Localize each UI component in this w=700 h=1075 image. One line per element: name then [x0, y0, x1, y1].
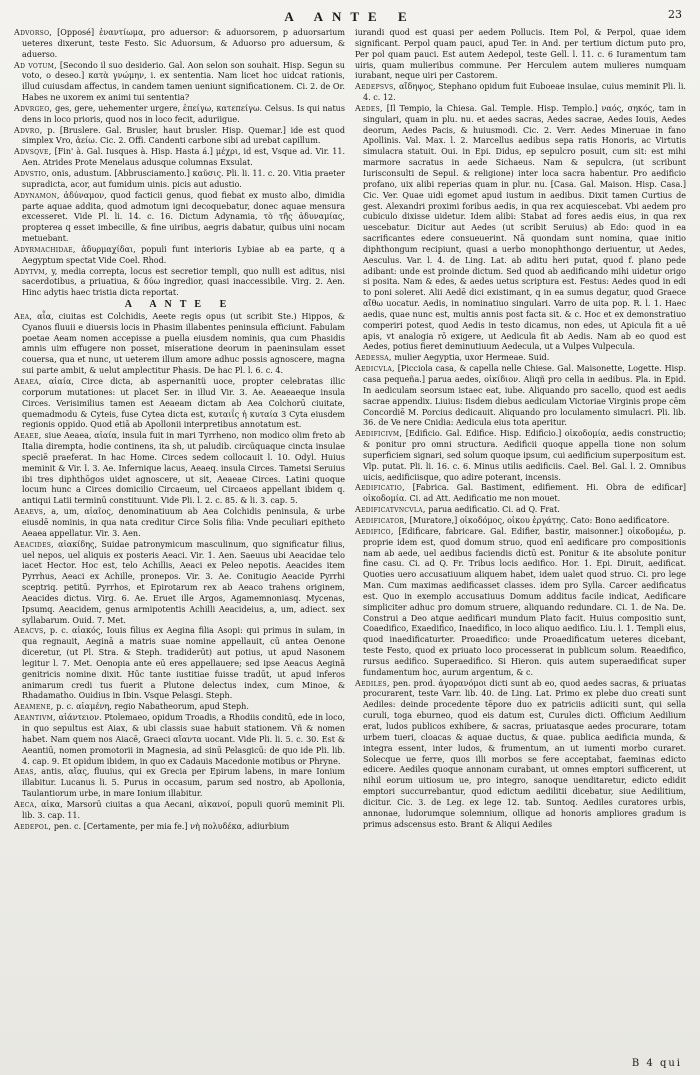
page-footer: [632, 1058, 682, 1069]
entry-text: y, media correpta, locus est secretior templi, quo nulli est aditus, nisi sacerdotibus, a priuatiua, & δύω ingredior, quasi inaccessibile. Virg. 2. Aen. Hinc adytis haec tristia dicta reportat.: [22, 266, 345, 298]
entry-headword: Aedicvla,: [355, 364, 395, 374]
dictionary-entry: [14, 104, 345, 126]
entry-text: [Secondo il suo desiderio. Gal. Aon selon son souhait. Hisp. Segun su voto, o deseo.] κατὰ γνώμην, i. ex sententia. Nam licet hoc uidcat rationis, illud cuiusdam affectus, in candem tamen ueniunt significationem. Ci. 2. de Or. Habes ne uxorem ex animi tui sententia?: [22, 60, 345, 103]
dictionary-entry: [14, 147, 345, 169]
entry-text: [Picciola casa, & capella nelle Chiese. Gal. Maisonette, Logette. Hisp. casa pequeña.] parua aedes, οἰκίδιον. Aliqñ pro cella in aedibus. Pla. in Epid. In aediculam seorsum istaec eat, iube. Aliquando pro sacello, quod est aedis sacrae appendix. Liuius: Iisdem diebus aediculam Victoriae Virginis prope cēm Concordiē M. Porcius dedicauit. Aliquando pro loculamento simulacri. Pli. lib. 36. de Ve nere Cnidia: Aedicula eius tota aperitur.: [363, 364, 686, 428]
entry-text: p. c. αἰαμένη, regio Nabatheorum, apud Steph.: [56, 702, 249, 712]
running-head: A ANTE E: [284, 9, 416, 24]
dictionary-entry: [14, 191, 345, 245]
entry-headword: Aeaee,: [14, 431, 42, 441]
entry-headword: Aeacides,: [14, 539, 55, 549]
entry-headword: Aeantivm,: [14, 713, 56, 723]
entry-text: mulier Aegyptia, uxor Hermeae. Suid.: [394, 353, 550, 363]
entry-headword: Aeacvs,: [14, 626, 47, 636]
entry-text: [Fin' à. Gal. Iusques à. Hisp. Hasta á.] μέχρι, id est, Vsque ad. Vir. 11. Aen. Atrides Prote Menelaus adusque columnas Exsulat.: [22, 147, 345, 168]
entry-text: parua aedificatio. Ci. ad Q. Frat.: [428, 505, 560, 515]
entry-headword: Aea,: [14, 311, 33, 321]
dictionary-entry: [14, 61, 345, 104]
entry-headword: Aeaevs,: [14, 507, 47, 517]
entry-text: ἀδύναμον, quod facticii genus, quod fiebat ex musto albo, dimidia parte aquae addita, quod admotum igni decoquebatur, donec aquae mensura excesseret. Vide Pl. li. 14. c. 16. Dictum Adynamia, τὸ τῆς ἀδυναμίας, propterea q esset imbecille, & fine uiribus, aegris dabatur, quibus uini nocam metuebant.: [22, 190, 345, 244]
entry-text: αἰάντειον. Ptolemaeo, opidum Troadis, a Rhodiis conditū, ede in loco, in quo sepultus est Aiax, & ubi classis suae habuit stationem. Vñ & nomen habet. Nam quem nos Aiacē, Graeci αἴαντα uocant. Vide Pli. li. 5. c. 30. Est & Aeantiū, nomen promotorii in Magnesia, ad sinū Pelasgicū: de quo ide Pli. lib. 4. cap. 9. Et opidum ibidem, in quo ex Cadauis Macedonie motibus or Phryne.: [22, 713, 345, 766]
entry-text: [Edificio. Gal. Edifice. Hisp. Edificio.] οἰκοδομία, aedis constructio; & ponitur pro omni structura. Aedificii quoque appella tione non solum superficiem signari, sed solum quoque ipsum, cui aedificium superpositum est. Vlp. putat. Pli. li. 16. c. 6. Minus utilis aedificiis. Cael. Bel. Gal. l. 2. Omnibus uicis, aedificiisque, quo adire poterant, incensis.: [363, 429, 686, 482]
entry-text: ἀδυρμαχίδαι, populi funt interioris Lybiae ab ea parte, q a Aegyptum spectat Vide Coel. Rhod.: [22, 244, 345, 265]
section-heading: A ANTE E: [124, 299, 235, 311]
dictionary-entry: [14, 377, 345, 431]
dictionary-entry: [355, 483, 686, 505]
entry-text: [Opposé] ἐναντίωμα, pro aduersor: & aduorsorem, p aduorsarium ueteres dixerunt, teste Festo. Sic Aduorsum, & Aduorso pro aduersum, & aduerso.: [22, 28, 345, 59]
entry-text: onis, adustum. [Abbrusciamento.] καῦσις. Pli. li. 11. c. 20. Vitia praeter supradicta, acor, aut fumidum uinis. picis aut adustio.: [22, 168, 345, 189]
dictionary-entry: [14, 540, 345, 627]
entry-text: αἰακίδης, Suidae patronymicum masculinum, quo significatur filius, uel nepos, uel aliquis ex posteris Aeaci. Vir. 1. Aen. Saeuus ubi Aeacidae telo iacet Hector. Hoc est, telo Achillis, Aeaci ex Peleo nepotis. Aeacides item Pyrrhus, Aeaci ex Achille, pronepos. Vir. 3. Ae. Conitugio Aeacide Pyrrhi sceptriq. petitū. Pyrrhos, et Epirotarum rex ab Aeaco trahens originem, Aeacides dictus. Virg. 6. Ae. Eruet ille Argos, Agamemnoniasq. Mycenas, Ipsumq. Aeacidem, genus armipotentis Achilli Aeacideius, a, um, adiect. sex syllabarum. Ouid. 7. Met.: [22, 539, 345, 625]
entry-text: ges, gere, uehementer urgere, ἐπείγω, κατεπείγω. Celsus. Is qui natus dens in loco prioris, quod nos in loco fecit, aduriigue.: [22, 103, 345, 124]
dictionary-entry: [355, 429, 686, 483]
dictionary-entry: [14, 28, 345, 61]
dictionary-entry: [14, 702, 345, 713]
dictionary-entry: [355, 516, 686, 527]
entry-text: p. c. αἰακός, Iouis filius ex Aegina filia Asopi: qui primus in sulam, in qua regnauit, Aeginā a matris suae nomine appellauit, cū antea Oenone diceretur, (ut Pl. Stra. & Steph. tradiderūt) aut potius, ut apud Nasonem legitur l. 7. Met. Oenopia ante eū eres appellauere; sed ipse Aeacus Aeginā genitricis nomine dixit. Hūc tante iustitiae fuisse tradūt, ut apud inferos animarum credi tus fuerit a Plutone delectus index, cum Minoe, & Rhadamatho. Ouidius in Ibin. Vsque Pelasgi. Steph.: [22, 626, 345, 701]
dictionary-entry: [355, 505, 686, 516]
page-number: 23: [668, 8, 682, 21]
entry-headword: Adyrmachidae,: [14, 244, 76, 254]
entry-headword: Aeamene,: [14, 702, 54, 712]
right-column: [355, 28, 686, 832]
dictionary-entry: [355, 679, 686, 831]
entry-headword: Aeas,: [14, 767, 37, 777]
entry-headword: Aedificatvncvla,: [355, 505, 426, 515]
entry-text: αἰαία, Circe dicta, ab aspernanitü uoce, propter celebratas illic corporum mutationes: ut placet Ser. in illud Vir. 3. Ae. Aeaeaeque insula Circes. Verisimilius tamen est Aeaeam dictam ab Aea Colchorū ciuitate, quemadmodu & Cyteis, fuse Cytea dicta est, κυταιΐς ἡ κυταία 3 Cyta eiusdem regionis oppido. Quod etiā ab Apollonii interpretibus annotatum est.: [22, 377, 345, 430]
entry-headword: Aedificatio,: [355, 483, 405, 493]
entry-text: siue Aeaea, αἰαία, insula fuit in mari Tyrrheno, non modico olim freto ab Italia dirempta, hodie continens, ita sh, ut paludib. circūquaque cincta insulae speciē praeferat. In hac Home. Circes sedem collocauit l. 10. Odyl. Huius meminit & Vir. l. 3. Ae. Infernique lacus, Aeaeq. insula Circes. Tametsi Seruius ibi tres diphthōgos uidet agnoscere, ut sit, Aeaeae Circes. Latini quoque locum hunc a Circes domicilio Circaeum, uel Circaeos appellant ibidem q. antiqui Latii terminū constituunt. Vide Pli. l. 2. c. 85. & li. 3. cap. 5.: [22, 431, 345, 506]
dictionary-entry: [14, 431, 345, 507]
entry-headword: Advorso,: [14, 28, 53, 37]
entry-headword: Advsqve,: [14, 147, 52, 157]
page-header: [14, 6, 686, 26]
dictionary-entry: [14, 267, 345, 300]
text-columns: [14, 28, 686, 832]
signature-mark: B 4: [631, 1058, 655, 1069]
dictionary-entry: [14, 126, 345, 148]
entry-text: αἰκα, Marsorū ciuitas a qua Aecani, αἰκανοί, populi quorū meminit Pli. lib. 3. cap. 11.: [22, 799, 345, 820]
entry-text: [Fabrica. Gal. Bastiment, edifiement. Hi. Obra de edificar] οἰκοδομία. Ci. ad Att. Aedificatio me non mouet.: [363, 483, 686, 504]
entry-headword: Ad votum,: [14, 60, 58, 70]
dictionary-entry: [355, 353, 686, 364]
entry-headword: Aedificivm,: [355, 429, 403, 439]
entry-headword: Advro,: [14, 125, 43, 135]
entry-text: antis, αἴας, fluuius, qui ex Grecia per Epirum labens, in mare Ionium illabitur. Lucanus li. 5. Purus in occasum, parum sed nostro, ab Apollonia, Taulantiorum urbe, in mare Ionium illabitur.: [22, 767, 345, 799]
entry-headword: Aedifico,: [355, 526, 394, 536]
entry-headword: Adytvm,: [14, 266, 48, 276]
dictionary-entry: [14, 800, 345, 822]
entry-headword: Advrgeo,: [14, 103, 53, 113]
dictionary-entry: [14, 626, 345, 702]
entry-text: p. [Bruslere. Gal. Brusler, haut brusler. Hisp. Quemar.] ide est quod simplex Vro, ἀείω. Cic. 2. Offi. Candenti carbone sibi ad urebat capillum.: [22, 125, 345, 146]
entry-headword: Aedepsvs,: [355, 82, 397, 92]
entry-headword: Aedes,: [355, 103, 383, 113]
entry-text: [Edificare, fabricare. Gal. Edifier, bastir, maisonner.] οἰκοδομέω, p. proprie idem est, quod domum struo, quod enī aedificare pro compositionis nam ab aede, uel aedibus faciendis dictū est. Ponitur & ite absolute ponitur fine casu. Ci. ad Q. Fr. Tribus locis aedifico. Hor. 1. Epi. Diruit, aedificat. Quoties uero accusatiuum aliquem habet, idem ualet quod struo. Ci. pro lege Man. Cum maximas aedificasset classes. idem pro Sylla. Carcer aedificatus est. Quo in exemplo accusatiuus Domum additus facile indicat, Aedificare simpliciter adhuc pro domum struere, aliquando redundare. Ci. 1. de Na. De. Construi a Deo atque aedificari mundum Plato facit. Huius compositio sunt, Coaedifico, Exaedifico, Inaedifico, in loco aliquo aedifico. Liu. l. 1. Templi eius, quod inaedificaturter. Proaedifico: unde Proaedificatum ueteres dicebant, teste Festo, quod ex priuato loco processerat in publicum solum. Reaedifico, rursus aedifico. Superaedifico. Si Hieron. quis autem superaedificat super fundamentum hoc, aurum argentum, & c.: [363, 526, 686, 677]
entry-text: αἴδηψος, Stephano opidum fuit Euboeae insulae, cuius meminit Pli. li. 4. c. 12.: [363, 82, 686, 103]
dictionary-entry: [355, 104, 686, 353]
dictionary-entry: [14, 713, 345, 767]
entry-text: [Il Tempio, la Chiesa. Gal. Temple. Hisp. Templo.] ναός, σηκός, tam in singulari, quam in plu. nu. et aedes sacras, Aedes sacrae, Aedes Iouis, Aedes deorum, Aedes Pacis, & huiusmodi. Cic. 2. Verr. Aedes Mineruae in fano Apollinis. Val. Max. l. 2. Marcellus aedibus sepa ratis Honoris, ac Virtutis simulacra statuit. Oui. in Epi. Didus, ep sepulcro posuit, cum sit: est mihi marmore sacratus in aede Sichaeus. Nam & sepulcra, (ut scribunt Iurisconsulti de Sepul. & religione) inter loca sacra habentur. Pro aedificio profano, uix alibi reperias quam in plur. nu. [Casa. Gal. Maison. Hisp. Casa.] Cic. Ver. Quae uidi egomet apud iustum in aedibus. Dixit tamen Curtius de gest. Alexandri proximi foribus aedis, in qua rex acquiescebat. Vbi aedem pro cubiculo dixisse uidetur. Idem alibi: Stabat ad fores aedis eius, in qua rex uescebatur. Dicitur aut Aedes (ut scribit Seruius) ab Edo: quod in ea sacrificantes edere consueuerint. Nā quondam sunt nomina, quae initio diphthongum recipiunt, quasi a uerbo monophthongo deriuentur, ut Aedes, Aesculus. Var. l. 4. de Ling. Lat. ab aditu heri putat, quod f. plano pede adibant: unde est proinde dictum. Sed quod ab aedificando mihi uidetur origo si posita. Nam & edes, & aedes uetus scriptura est. Festus: Aedes quod in edi to poni soleret. Alii Aedē dici existimant, q in ea sumus degatur, quod Graece αἴθω uocatur. Aedis, in nominatiuo singulari. Varro de uita pop. R. l. 1. Haec aedis, quae nunc est, multis annis post facta sit. & c. Hoc et ex demonstratiuo comperiri potest, quod Aedis in testo dicamus, non edes, ut Apicula fit a uē apis, vt analogia rō exigere, ut Aedicula fit ab Aedis. Nam ab eo quod est Aedes, potius fieret deminutiuum Aedecula, ut a Vulpes Vulpecula.: [363, 103, 686, 352]
entry-text: pen. c. [Certamente, per mia fe.] νὴ πολυδέκα, adiurbium: [53, 821, 290, 831]
dictionary-entry: [355, 28, 686, 82]
entry-headword: Aedificator,: [355, 515, 408, 525]
dictionary-entry: [14, 822, 345, 833]
entry-text: αἶα, ciuitas est Colchidis, Aeete regis opus (ut scribit Ste.) Hippos, & Cyanos fluuii e diuersis locis in Phasim illabentes peninsula efficiunt. Fabulam poetae Aeam nomen accepisse a puella eiusdem nominis, qua cum Phasidis amnis uim effugere non posset, miseratione deorum in paeninsulam esset couersa, qua et nunc, ut ueterem illum amore adhuc possis agnoscere, magna sui parte ambit, & uelut amplectitur Phasis. De hac Pl. l. 6. c. 4.: [22, 311, 345, 376]
dictionary-entry: [14, 312, 345, 377]
dictionary-entry: [355, 82, 686, 104]
entry-headword: Aediles,: [355, 678, 390, 688]
entry-headword: Aeaea,: [14, 377, 42, 386]
catchword: qui: [659, 1058, 682, 1069]
dictionary-entry: [355, 527, 686, 679]
dictionary-entry: [14, 245, 345, 267]
entry-text: [Muratore,] οἰκοδόμος, οἰκου ἐργάτης. Cato: Bono aedificatore.: [409, 515, 670, 525]
entry-text: pen. prod. ἀγορανόμοι dicti sunt ab eo, quod aedes sacras, & priuatas procurarent, teste Varr. lib. 40. de Ling. Lat. Primo ex plebe duo creati sunt Aediles: deinde procedente tēpore duo ex patriciis adiiciti sunt, qui sella curuli, toga eburneo, quod eis datum est, Curules dicti. Officium Aedilium erat, ludos publicos exhibere, & sacras, priuatasque aedes procurare, totam urbem tueri, cloacas & aquae ductus, & quae. publica aedificia munda, & integra essent, inter ludos, & frumentum, an ut iumenti morbo curaret. Solecque ue ferre, quos illi morbos se fere acceptabat, faeminas edicto edicere. Aediles quoque annonam curabant, ut omnes emptori sufficerent, ut nihil eorum uitiosum ue, pro integro, sanoque uenditaretur, edicto edidit emptori succurrebantur, quod edictum aedilitii dicebatur, siue Aedilitium, dicitur. Cic. 3. de Leg. ex lege 12. tab. Suntoq. Aediles curatores urbis, annonae, ludorumque solemnium, ollique ad honoris ampliores gradum is primus adscensus esto. Brant & Aliqui Aediles: [363, 678, 686, 829]
entry-text: iurandi quod est quasi per aedem Pollucis. Item Pol, & Perpol, quae idem significant. Perpol quam pauci, apud Ter. in And. per tertium dictum puto pro, Per pol quam pauci. Est autem Aedepol, teste Gell. l. 11. c. 6 Iuramentum tam uiris, quam mulieribus commune. Per Herculem autem mulieres numquam iurabant, neque uiri per Castorem.: [355, 28, 686, 81]
dictionary-entry: [14, 169, 345, 191]
dictionary-entry: [14, 767, 345, 800]
entry-headword: Adynamon,: [14, 190, 60, 200]
entry-headword: Aeca,: [14, 799, 38, 809]
entry-headword: Advstio,: [14, 168, 50, 178]
left-column: [14, 28, 345, 832]
entry-headword: Aedessa,: [355, 353, 392, 363]
entry-headword: Aedepol,: [14, 821, 52, 831]
dictionary-entry: [14, 507, 345, 540]
entry-text: a, um, αἰαῖος, denominatiuum ab Aea Colchidis peninsula, & urbe eiusdē nominis, in qua nata creditur Circe Solis filia: Vnde peculiari epitheto Aeaea appellatur. Vir. 3. Aen.: [22, 507, 345, 538]
dictionary-entry: [355, 364, 686, 429]
